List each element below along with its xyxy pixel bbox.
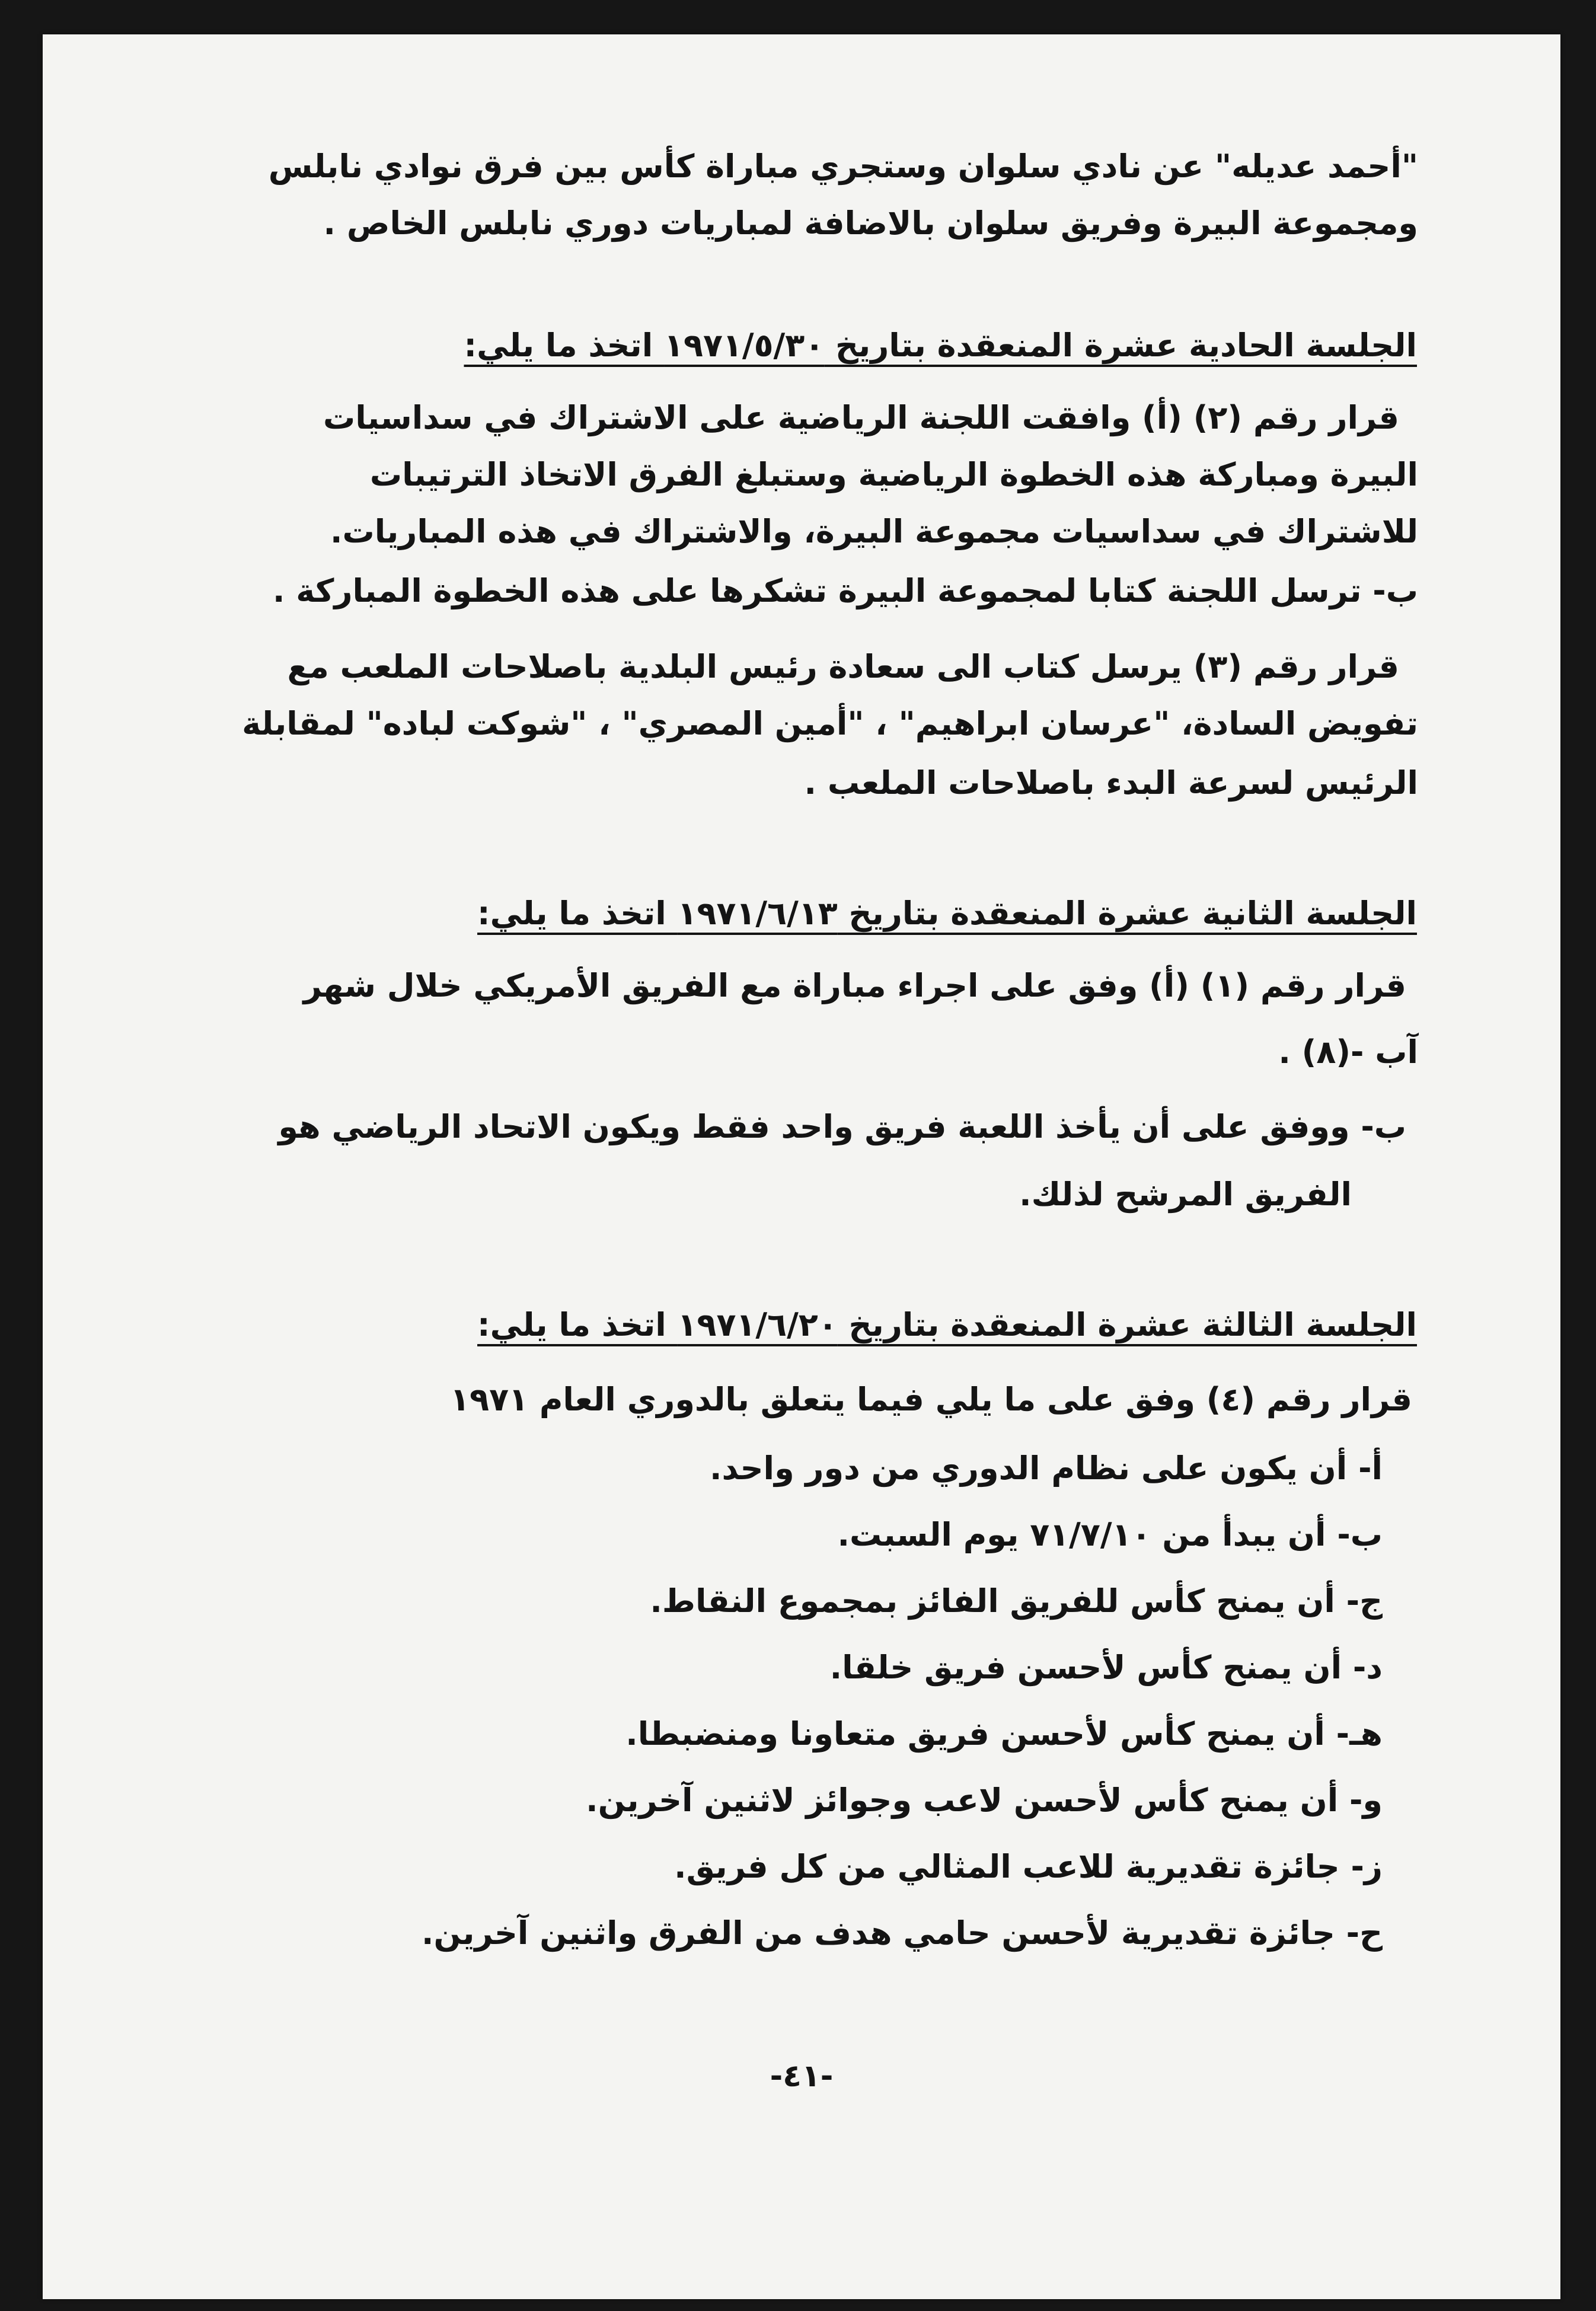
session-11-heading: الجلسة الحادية عشرة المنعقدة بتاريخ ١٩٧١/٥/٣٠ اتخذ ما يلي: [464,327,1417,364]
session-12-decision-1-b-line-2: الفريق المرشح لذلك. [1019,1176,1352,1213]
session-13-item-b: ب- أن يبدأ من ٧١/٧/١٠ يوم السبت. [837,1516,1383,1553]
session-13-item-h: هـ- أن يمنح كأس لأحسن فريق متعاونا ومنضبطا. [625,1715,1383,1753]
session-12-heading: الجلسة الثانية عشرة المنعقدة بتاريخ ١٩٧١/٦/١٣ اتخذ ما يلي: [477,895,1417,932]
session-12-decision-1-b-line-1: ب- ووفق على أن يأخذ اللعبة فريق واحد فقط ويكون الاتحاد الرياضي هو [278,1108,1406,1145]
intro-line-1: "أحمد عديله" عن نادي سلوان وستجري مباراة كأس بين فرق نوادي نابلس [268,148,1418,185]
session-13-item-w: و- أن يمنح كأس لأحسن لاعب وجوائز لاثنين آخرين. [586,1782,1383,1819]
session-11-decision-3-line-2: تفويض السادة، "عرسان ابراهيم" ، "أمين المصري" ، "شوكت لباده" لمقابلة [242,705,1418,742]
session-11-decision-3-line-1: قرار رقم (٣) يرسل كتاب الى سعادة رئيس البلدية باصلاحات الملعب مع [287,648,1399,685]
session-13-item-a: أ- أن يكون على نظام الدوري من دور واحد. [709,1450,1383,1487]
session-11-decision-2-line-3: للاشتراك في سداسيات مجموعة البيرة، والاشتراك في هذه المباريات. [330,513,1418,550]
intro-line-2: ومجموعة البيرة وفريق سلوان بالاضافة لمباريات دوري نابلس الخاص . [323,205,1418,242]
document-text [43,34,1560,2299]
session-12-decision-1-line-2: آب -(٨) . [1278,1033,1418,1071]
session-13-decision-4-intro: قرار رقم (٤) وفق على ما يلي فيما يتعلق بالدوري العام ١٩٧١ [450,1381,1412,1418]
page-number: -٤١- [770,2058,834,2094]
session-11-decision-2-b: ب- ترسل اللجنة كتابا لمجموعة البيرة تشكرها على هذه الخطوة المباركة . [272,572,1418,609]
document-page [43,34,1560,2299]
session-11-decision-2-line-2: البيرة ومباركة هذه الخطوة الرياضية وستبلغ الفرق الاتخاذ الترتيبات [369,456,1418,493]
session-13-item-d: د- أن يمنح كأس لأحسن فريق خلقا. [829,1649,1383,1686]
session-12-decision-1-line-1: قرار رقم (١) (أ) وفق على اجراء مباراة مع الفريق الأمريكي خلال شهر [303,967,1406,1004]
session-11-decision-2-line-1: قرار رقم (٢) (أ) وافقت اللجنة الرياضية على الاشتراك في سداسيات [323,399,1399,436]
session-13-item-z: ز- جائزة تقديرية للاعب المثالي من كل فريق. [674,1848,1383,1885]
session-13-item-ha: ح- جائزة تقديرية لأحسن حامي هدف من الفرق واثنين آخرين. [422,1914,1383,1952]
session-13-heading: الجلسة الثالثة عشرة المنعقدة بتاريخ ١٩٧١/٦/٢٠ اتخذ ما يلي: [477,1306,1417,1343]
session-11-decision-3-line-3: الرئيس لسرعة البدء باصلاحات الملعب . [804,764,1418,802]
session-13-item-j: ج- أن يمنح كأس للفريق الفائز بمجموع النقاط. [650,1582,1383,1620]
